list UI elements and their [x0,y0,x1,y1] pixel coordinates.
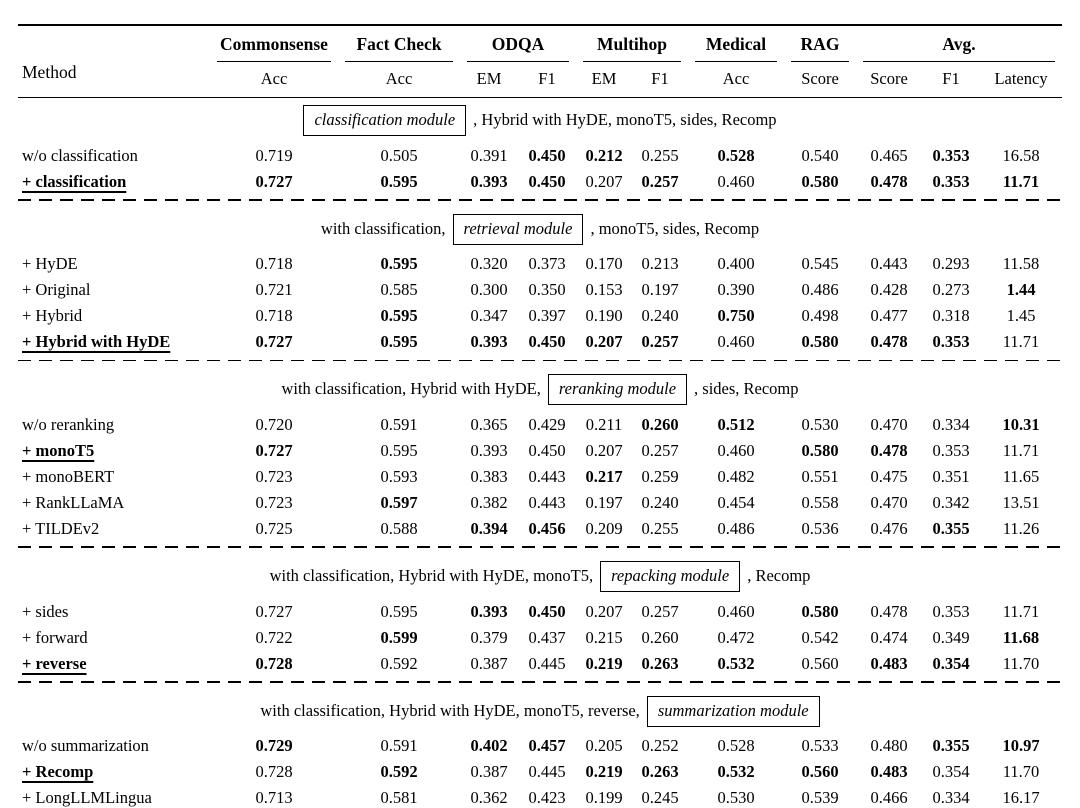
value-cell: 0.362 [470,788,508,808]
dashed-line [18,199,1062,201]
value-cell: 0.478 [870,332,908,352]
value-cell: 0.257 [641,440,679,460]
section-caption-text [281,374,798,405]
value-cell: 0.727 [255,332,293,352]
table-row [18,785,1062,808]
module-name-box: summarization module [647,696,820,727]
value-cell: 0.353 [932,601,970,621]
column-subheader-multihop-em: EM [576,62,632,98]
method-cell: + LongLLMLingua [22,788,152,808]
value-cell: 0.390 [717,280,755,300]
value-cell: 0.349 [932,627,970,647]
section-caption-row [18,207,1062,251]
dashed-divider [18,676,1062,689]
column-subheader-odqa-f1: F1 [518,62,576,98]
value-cell: 0.391 [470,145,508,165]
value-cell: 0.387 [470,653,508,673]
value-cell: 0.466 [870,788,908,808]
value-cell: 0.560 [801,653,839,673]
value-cell: 0.580 [801,332,839,352]
value-cell: 0.394 [470,518,508,538]
value-cell: 0.727 [255,440,293,460]
value-cell: 0.595 [380,440,418,460]
value-cell: 0.475 [870,466,908,486]
value-cell: 0.217 [585,466,623,486]
value-cell: 0.263 [641,653,679,673]
caption-suffix: , Hybrid with HyDE, monoT5, sides, Recomp [473,110,777,129]
value-cell: 0.713 [255,788,293,808]
value-cell: 0.505 [380,145,418,165]
value-cell: 0.558 [801,492,839,512]
value-cell: 0.293 [932,254,970,274]
value-cell: 0.260 [641,627,679,647]
value-cell: 0.334 [932,788,970,808]
value-cell: 0.450 [528,440,566,460]
value-cell: 0.199 [585,788,623,808]
value-cell: 0.373 [528,254,566,274]
table-row [18,437,1062,463]
value-cell: 11.65 [1002,466,1040,486]
column-subheader-avg-score: Score [856,62,922,98]
value-cell: 0.393 [470,601,508,621]
section-caption [18,98,1062,143]
caption-prefix: with classification, Hybrid with HyDE, monoT5, reverse, [260,700,640,720]
module-name-box: repacking module [600,561,740,592]
table-row [18,489,1062,515]
value-cell: 0.478 [870,171,908,191]
value-cell: 0.483 [870,762,908,782]
value-cell: 0.215 [585,627,623,647]
value-cell: 0.729 [255,736,293,756]
value-cell: 0.727 [255,601,293,621]
section-divider-row [18,194,1062,207]
column-group-rag [784,25,856,62]
value-cell: 0.595 [380,171,418,191]
value-cell: 0.400 [717,254,755,274]
value-cell: 0.273 [932,280,970,300]
value-cell: 0.533 [801,736,839,756]
value-cell: 0.585 [380,280,418,300]
value-cell: 0.353 [932,145,970,165]
section-caption-text [303,105,776,136]
value-cell: 0.528 [717,736,755,756]
value-cell: 1.45 [1006,306,1036,326]
value-cell: 0.599 [380,627,418,647]
method-cell: w/o classification [22,145,138,165]
value-cell: 11.71 [1002,332,1040,352]
value-cell: 0.437 [528,627,566,647]
column-group-label: Medical [695,34,777,62]
value-cell: 0.588 [380,518,418,538]
value-cell: 0.727 [255,171,293,191]
value-cell: 0.353 [932,332,970,352]
column-group-label: Fact Check [345,34,453,62]
value-cell: 0.532 [717,762,755,782]
value-cell: 0.351 [932,466,970,486]
value-cell: 0.542 [801,627,839,647]
method-cell: + Original [22,280,91,300]
column-subheader-odqa-em: EM [460,62,518,98]
method-cell: + RankLLaMA [22,492,125,512]
value-cell: 0.207 [585,171,623,191]
value-cell: 0.512 [717,414,755,434]
value-cell: 10.97 [1002,736,1040,756]
column-subheader-fact-check-acc: Acc [338,62,460,98]
value-cell: 11.26 [1002,518,1040,538]
caption-suffix: , Recomp [747,566,811,586]
value-cell: 0.259 [641,466,679,486]
value-cell: 0.528 [717,145,755,165]
column-group-commonsense [210,25,338,62]
value-cell: 0.539 [801,788,839,808]
value-cell: 0.725 [255,518,293,538]
value-cell: 0.457 [528,736,566,756]
value-cell: 0.721 [255,280,293,300]
method-cell: w/o summarization [22,736,149,756]
value-cell: 0.443 [528,466,566,486]
value-cell: 0.728 [255,762,293,782]
section-caption [18,554,1062,598]
value-cell: 0.429 [528,414,566,434]
value-cell: 0.207 [585,332,623,352]
value-cell: 0.472 [717,627,755,647]
method-cell: + monoBERT [22,466,115,486]
value-cell: 0.536 [801,518,839,538]
dashed-line [18,360,1062,362]
value-cell: 0.483 [870,653,908,673]
value-cell: 0.257 [641,332,679,352]
value-cell: 0.450 [528,171,566,191]
value-cell: 0.460 [717,601,755,621]
section-caption-row [18,367,1062,411]
method-cell: + Recomp [22,762,94,782]
dashed-line [18,681,1062,683]
caption-suffix: , sides, Recomp [694,379,799,399]
column-group-label: Multihop [583,34,681,62]
value-cell: 0.393 [470,332,508,352]
value-cell: 0.470 [870,492,908,512]
value-cell: 11.71 [1002,440,1040,460]
value-cell: 0.595 [380,332,418,352]
value-cell: 0.353 [932,440,970,460]
value-cell: 0.260 [641,414,679,434]
table-row [18,277,1062,303]
column-group-label: Commonsense [217,34,331,62]
value-cell: 0.460 [717,332,755,352]
value-cell: 0.255 [641,145,679,165]
value-cell: 0.153 [585,280,623,300]
value-cell: 0.209 [585,518,623,538]
value-cell: 0.383 [470,466,508,486]
value-cell: 0.465 [870,145,908,165]
value-cell: 0.212 [585,145,623,165]
value-cell: 0.205 [585,736,623,756]
section-caption-row [18,689,1062,733]
column-group-label: Avg. [863,34,1055,62]
method-cell: + forward [22,627,88,647]
value-cell: 0.318 [932,306,970,326]
value-cell: 0.334 [932,414,970,434]
value-cell: 0.365 [470,414,508,434]
value-cell: 0.720 [255,414,293,434]
value-cell: 0.580 [801,440,839,460]
value-cell: 0.728 [255,653,293,673]
method-cell: + Hybrid [22,306,83,326]
value-cell: 0.595 [380,306,418,326]
caption-prefix: with classification, Hybrid with HyDE, [281,379,541,399]
method-column-header: Method [18,25,210,98]
value-cell: 0.190 [585,306,623,326]
table-row [18,759,1062,785]
value-cell: 0.480 [870,736,908,756]
table-row [18,463,1062,489]
column-subheader-multihop-f1: F1 [632,62,688,98]
table-row [18,142,1062,168]
value-cell: 0.445 [528,653,566,673]
value-cell: 0.591 [380,736,418,756]
module-name-box: reranking module [548,374,687,405]
value-cell: 0.197 [585,492,623,512]
value-cell: 0.379 [470,627,508,647]
value-cell: 11.70 [1002,762,1040,782]
table-row [18,650,1062,676]
section-caption [18,689,1062,733]
column-group-medical [688,25,784,62]
section-caption-row [18,554,1062,598]
value-cell: 0.530 [801,414,839,434]
table-row [18,303,1062,329]
value-cell: 16.17 [1002,788,1040,808]
value-cell: 0.393 [470,440,508,460]
value-cell: 10.31 [1002,414,1040,434]
method-cell: + Hybrid with HyDE [22,332,171,352]
dashed-divider [18,355,1062,368]
dashed-divider [18,194,1062,207]
dashed-divider [18,541,1062,554]
method-cell: + classification [22,171,127,191]
value-cell: 0.393 [470,171,508,191]
value-cell: 0.197 [641,280,679,300]
value-cell: 0.581 [380,788,418,808]
method-cell: + monoT5 [22,440,95,460]
caption-suffix: , monoT5, sides, Recomp [590,218,760,238]
value-cell: 0.486 [801,280,839,300]
value-cell: 0.355 [932,736,970,756]
value-cell: 11.58 [1002,254,1040,274]
value-cell: 0.211 [585,414,623,434]
value-cell: 0.486 [717,518,755,538]
section-caption-row [18,98,1062,143]
method-cell: w/o reranking [22,414,115,434]
value-cell: 0.532 [717,653,755,673]
value-cell: 0.355 [932,518,970,538]
caption-prefix: with classification, Hybrid with HyDE, monoT5, [269,566,594,586]
value-cell: 0.718 [255,254,293,274]
value-cell: 0.454 [717,492,755,512]
value-cell: 0.723 [255,466,293,486]
value-cell: 0.478 [870,440,908,460]
value-cell: 0.219 [585,653,623,673]
value-cell: 0.300 [470,280,508,300]
value-cell: 0.450 [528,145,566,165]
value-cell: 0.402 [470,736,508,756]
column-group-fact-check [338,25,460,62]
value-cell: 0.456 [528,518,566,538]
caption-prefix: with classification, [320,218,446,238]
value-cell: 0.428 [870,280,908,300]
value-cell: 0.595 [380,601,418,621]
value-cell: 0.213 [641,254,679,274]
value-cell: 0.560 [801,762,839,782]
value-cell: 0.354 [932,653,970,673]
module-name-box: classification module [303,105,466,136]
method-cell: + HyDE [22,254,78,274]
column-subheader-rag-score: Score [784,62,856,98]
value-cell: 0.255 [641,518,679,538]
value-cell: 0.397 [528,306,566,326]
method-cell: + sides [22,601,69,621]
value-cell: 0.750 [717,306,755,326]
value-cell: 13.51 [1002,492,1040,512]
section-caption [18,367,1062,411]
section-divider-row [18,541,1062,554]
value-cell: 0.597 [380,492,418,512]
value-cell: 11.71 [1002,601,1040,621]
value-cell: 0.207 [585,440,623,460]
value-cell: 0.263 [641,762,679,782]
method-cell: + TILDEv2 [22,518,100,538]
value-cell: 0.460 [717,171,755,191]
table-row [18,251,1062,277]
value-cell: 11.68 [1002,627,1040,647]
column-subheader-avg-latency: Latency [980,62,1062,98]
module-name-box: retrieval module [453,214,584,245]
dashed-line [18,546,1062,548]
value-cell: 0.320 [470,254,508,274]
value-cell: 0.530 [717,788,755,808]
value-cell: 0.591 [380,414,418,434]
value-cell: 0.540 [801,145,839,165]
value-cell: 0.476 [870,518,908,538]
section-divider-row [18,355,1062,368]
value-cell: 0.482 [717,466,755,486]
value-cell: 0.719 [255,145,293,165]
value-cell: 0.545 [801,254,839,274]
value-cell: 0.592 [380,762,418,782]
table-row [18,515,1062,541]
column-group-label: RAG [791,34,849,62]
value-cell: 0.593 [380,466,418,486]
value-cell: 0.470 [870,414,908,434]
value-cell: 11.70 [1002,653,1040,673]
column-subheader-avg-f1: F1 [922,62,980,98]
column-subheader-medical-acc: Acc [688,62,784,98]
value-cell: 1.44 [1006,280,1036,300]
value-cell: 0.423 [528,788,566,808]
column-subheader-commonsense-acc: Acc [210,62,338,98]
method-cell: + reverse [22,653,87,673]
value-cell: 0.477 [870,306,908,326]
section-caption-text [321,214,759,245]
column-group-label: ODQA [467,34,569,62]
table-row [18,598,1062,624]
value-cell: 0.443 [870,254,908,274]
column-group-avg [856,25,1062,62]
value-cell: 0.257 [641,601,679,621]
value-cell: 0.443 [528,492,566,512]
column-group-odqa [460,25,576,62]
table-row [18,411,1062,437]
value-cell: 0.551 [801,466,839,486]
rag-modules-ablation-table [18,24,1062,808]
section-caption-text [270,561,811,592]
value-cell: 0.170 [585,254,623,274]
value-cell: 0.350 [528,280,566,300]
value-cell: 0.240 [641,492,679,512]
value-cell: 0.353 [932,171,970,191]
value-cell: 0.347 [470,306,508,326]
value-cell: 0.595 [380,254,418,274]
value-cell: 0.723 [255,492,293,512]
value-cell: 0.257 [641,171,679,191]
section-divider-row [18,676,1062,689]
value-cell: 11.71 [1002,171,1040,191]
value-cell: 0.474 [870,627,908,647]
value-cell: 0.245 [641,788,679,808]
value-cell: 0.445 [528,762,566,782]
value-cell: 0.387 [470,762,508,782]
table-row [18,168,1062,194]
table-row [18,733,1062,759]
table-body [18,98,1062,808]
value-cell: 0.460 [717,440,755,460]
section-caption-text [260,696,819,727]
value-cell: 0.580 [801,171,839,191]
value-cell: 0.580 [801,601,839,621]
value-cell: 0.252 [641,736,679,756]
value-cell: 16.58 [1002,145,1040,165]
value-cell: 0.478 [870,601,908,621]
table-header [18,25,1062,98]
value-cell: 0.498 [801,306,839,326]
value-cell: 0.219 [585,762,623,782]
value-cell: 0.354 [932,762,970,782]
value-cell: 0.342 [932,492,970,512]
value-cell: 0.240 [641,306,679,326]
value-cell: 0.207 [585,601,623,621]
value-cell: 0.722 [255,627,293,647]
value-cell: 0.382 [470,492,508,512]
group-header-row [18,25,1062,62]
section-caption [18,207,1062,251]
table-row [18,329,1062,355]
table-row [18,624,1062,650]
value-cell: 0.718 [255,306,293,326]
value-cell: 0.450 [528,601,566,621]
value-cell: 0.450 [528,332,566,352]
value-cell: 0.592 [380,653,418,673]
column-group-multihop [576,25,688,62]
